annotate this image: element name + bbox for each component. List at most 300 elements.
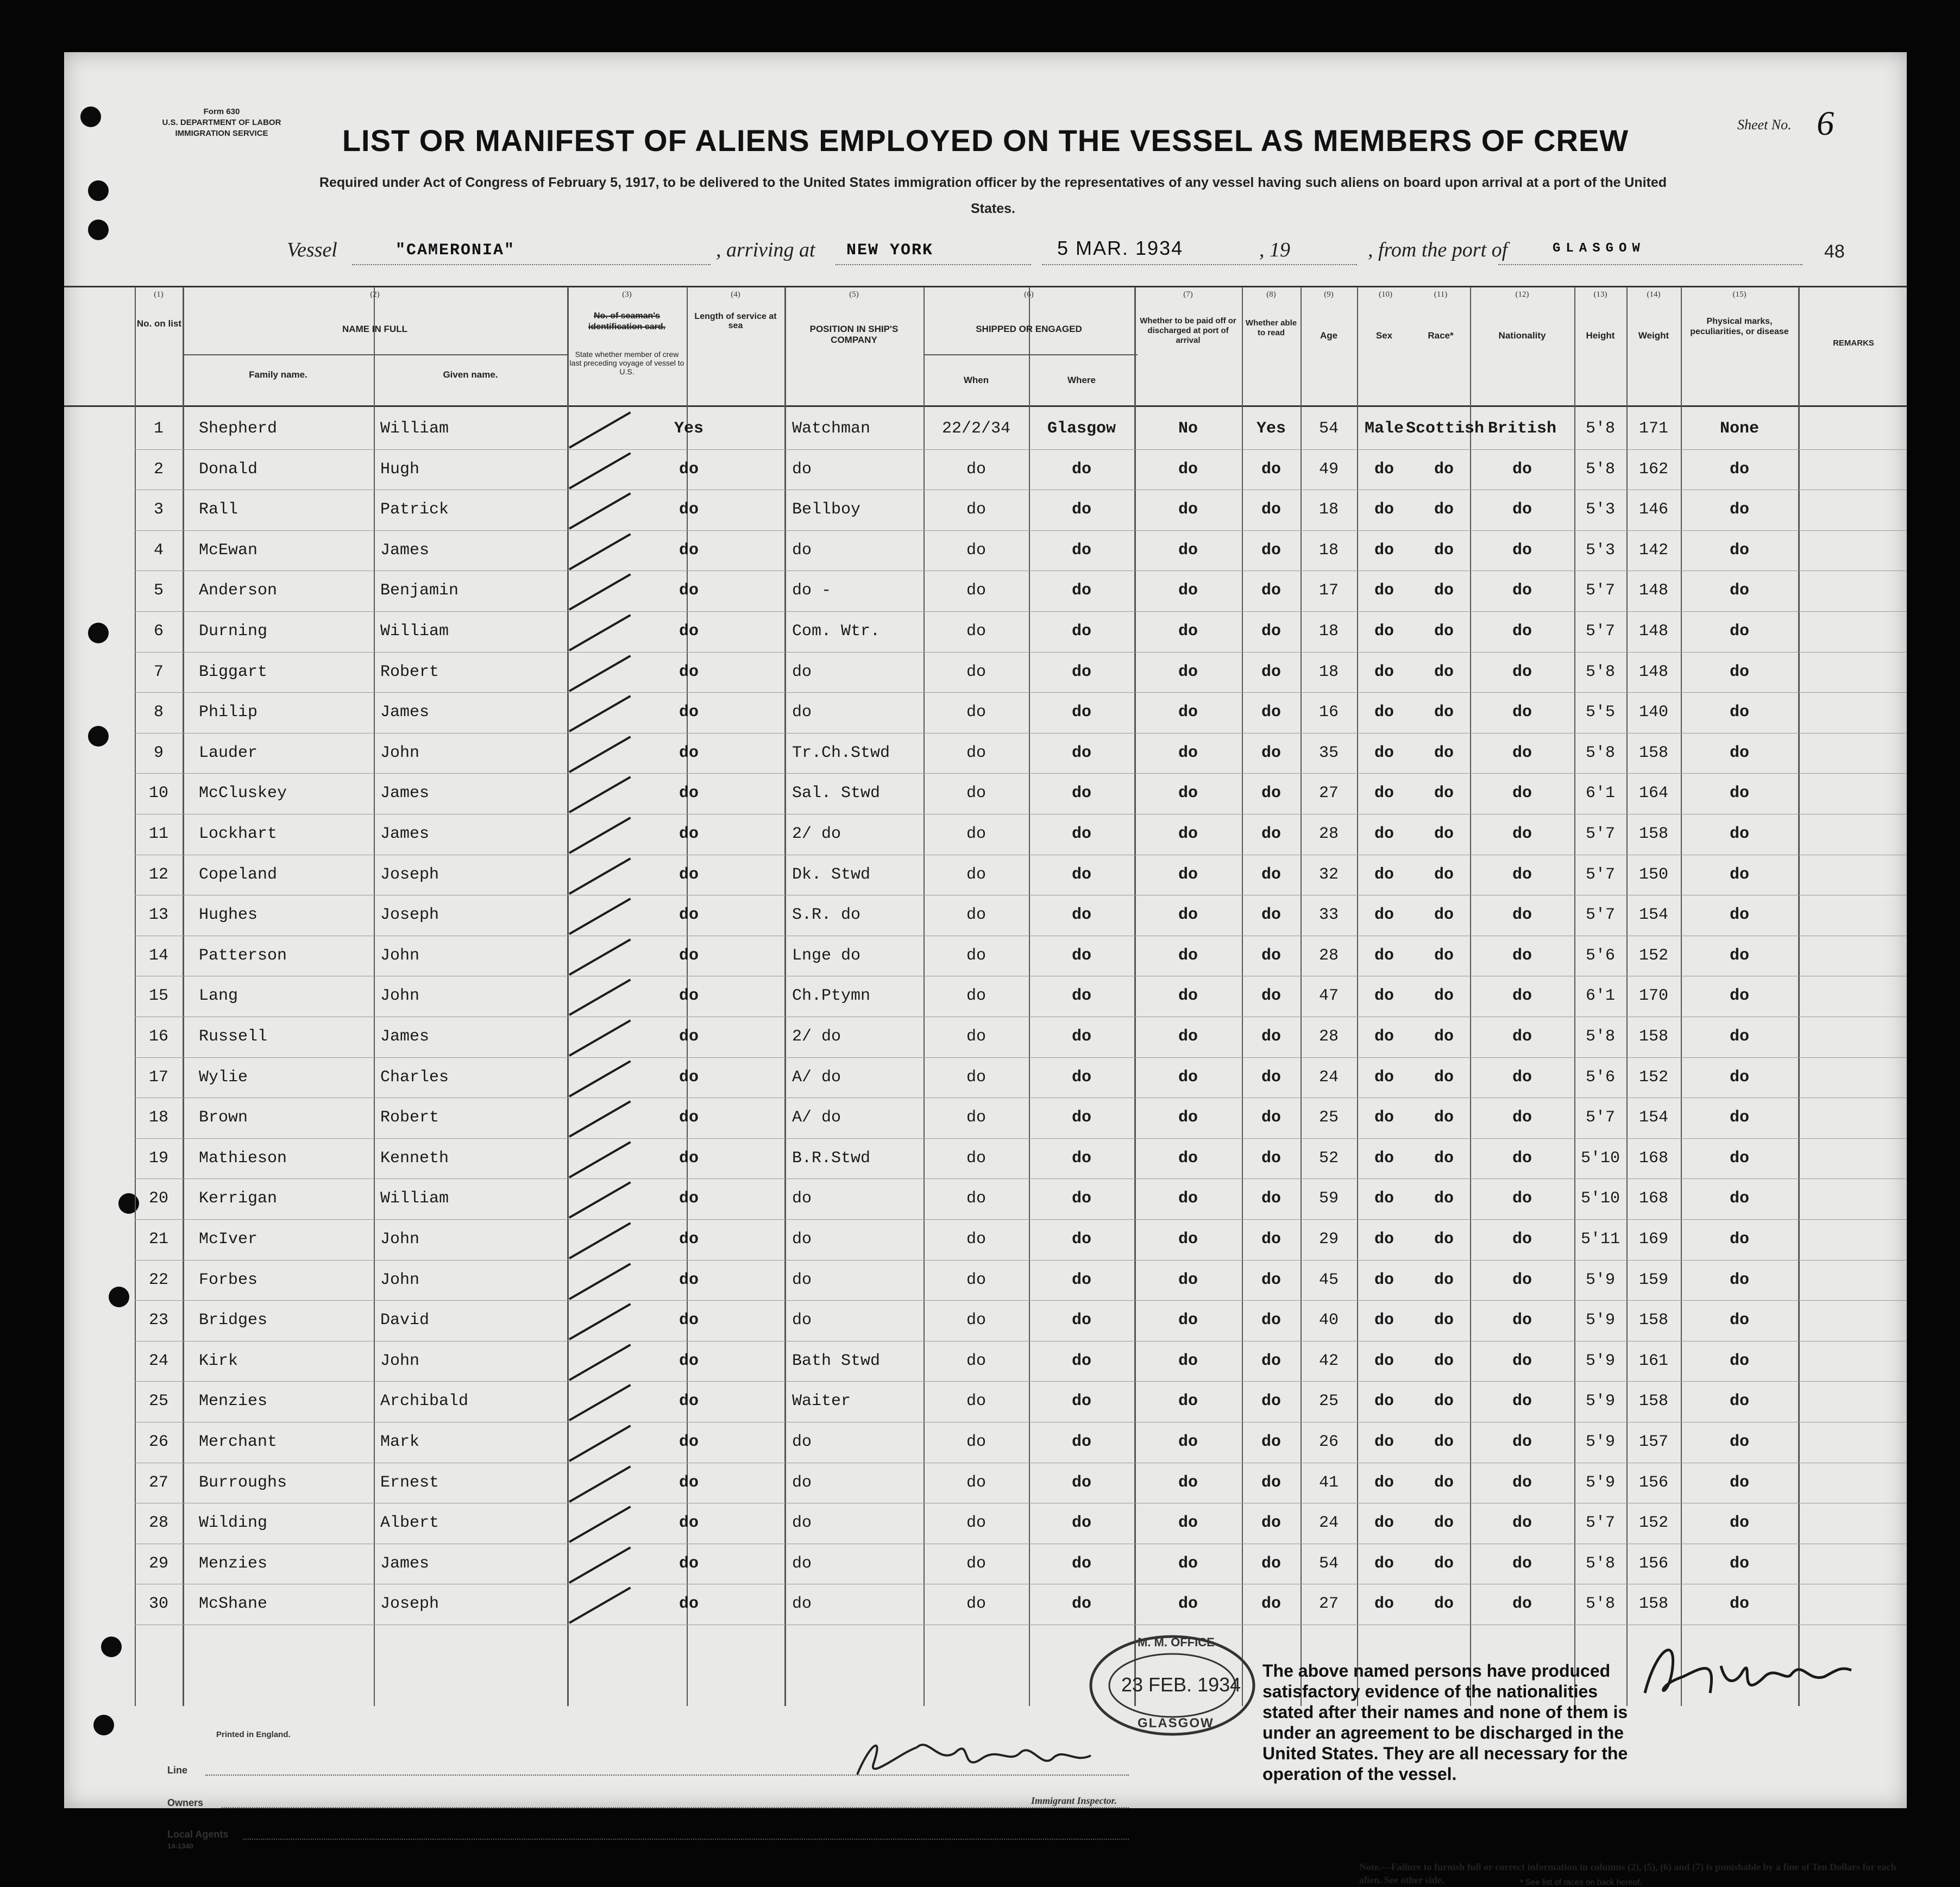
- cell-position: Waiter: [792, 1392, 851, 1411]
- cell-nationality: do: [1512, 1514, 1532, 1533]
- cell-given-name: Ernest: [380, 1473, 439, 1492]
- col-number-3: (3): [622, 290, 632, 299]
- cell-height: 6'1: [1585, 987, 1615, 1006]
- cell-position: Bellboy: [792, 500, 861, 519]
- cell-row-number: 1: [153, 419, 164, 438]
- cell-shipped-when: do: [966, 946, 986, 965]
- cell-family-name: Menzies: [199, 1554, 268, 1573]
- cell-shipped-where: do: [1071, 1595, 1091, 1614]
- col-number-13: (13): [1593, 290, 1607, 299]
- cell-race: do: [1434, 1108, 1454, 1127]
- cell-previous-voyage: do: [679, 500, 699, 519]
- cell-weight: 159: [1638, 1270, 1668, 1289]
- cell-physical-marks: do: [1729, 1554, 1749, 1573]
- cell-previous-voyage: do: [679, 865, 699, 884]
- cell-race: do: [1434, 1068, 1454, 1087]
- cell-race: do: [1434, 703, 1454, 722]
- cell-family-name: Mathieson: [199, 1149, 287, 1168]
- cell-shipped-where: do: [1071, 1433, 1091, 1451]
- cell-shipped-where: do: [1071, 1514, 1091, 1533]
- cell-physical-marks: do: [1729, 825, 1749, 843]
- cell-paid-off: do: [1178, 460, 1198, 479]
- header-when: When: [963, 375, 989, 385]
- cell-position: do: [792, 541, 812, 560]
- col-number-15: (15): [1732, 290, 1747, 299]
- cell-shipped-when: do: [966, 1554, 986, 1573]
- cell-family-name: Durning: [199, 622, 268, 641]
- check-mark: [569, 1263, 631, 1300]
- cell-paid-off: No: [1178, 419, 1198, 438]
- cell-able-to-read: do: [1261, 1230, 1281, 1249]
- cell-able-to-read: do: [1261, 662, 1281, 681]
- cell-height: 5'6: [1585, 1068, 1615, 1087]
- cell-previous-voyage: do: [679, 1270, 699, 1289]
- cell-shipped-when: do: [966, 662, 986, 681]
- cell-shipped-where: do: [1071, 1027, 1091, 1046]
- cell-shipped-where: do: [1071, 662, 1091, 681]
- arrival-port: NEW YORK: [846, 241, 934, 260]
- cell-able-to-read: do: [1261, 581, 1281, 600]
- cell-race: do: [1434, 1392, 1454, 1411]
- cell-paid-off: do: [1178, 662, 1198, 681]
- form-number: Form 630: [203, 107, 240, 116]
- cell-paid-off: do: [1178, 1311, 1198, 1330]
- cell-position: Sal. Stwd: [792, 784, 881, 803]
- cell-position: Ch.Ptymn: [792, 987, 871, 1006]
- cell-age: 27: [1318, 1595, 1339, 1614]
- cell-age: 18: [1318, 541, 1339, 560]
- cell-age: 42: [1318, 1351, 1339, 1370]
- cell-height: 5'8: [1585, 1554, 1615, 1573]
- column-divider: [567, 287, 569, 1706]
- cell-sex: do: [1374, 987, 1394, 1006]
- cell-given-name: Charles: [380, 1068, 449, 1087]
- cell-weight: 162: [1638, 460, 1668, 479]
- cell-row-number: 24: [148, 1351, 168, 1370]
- cell-height: 5'5: [1585, 703, 1615, 722]
- cell-family-name: Merchant: [199, 1433, 278, 1451]
- cell-given-name: Robert: [380, 1108, 439, 1127]
- cell-given-name: Joseph: [380, 906, 439, 925]
- cell-row-number: 3: [153, 500, 164, 519]
- cell-row-number: 26: [148, 1433, 168, 1451]
- cell-paid-off: do: [1178, 1270, 1198, 1289]
- cell-nationality: do: [1512, 703, 1532, 722]
- cell-position: Dk. Stwd: [792, 865, 871, 884]
- cell-previous-voyage: do: [679, 1554, 699, 1573]
- cell-physical-marks: do: [1729, 1230, 1749, 1249]
- cell-sex: do: [1374, 1189, 1394, 1208]
- cell-age: 25: [1318, 1392, 1339, 1411]
- cell-nationality: do: [1512, 1108, 1532, 1127]
- cell-shipped-where: do: [1071, 1351, 1091, 1370]
- cell-given-name: Robert: [380, 662, 439, 681]
- cell-age: 35: [1318, 743, 1339, 762]
- header-no-on-list: No. on list: [136, 318, 182, 329]
- cell-paid-off: do: [1178, 1595, 1198, 1614]
- cell-row-number: 4: [153, 541, 164, 560]
- punch-hole: [88, 180, 109, 201]
- cell-race: do: [1434, 1149, 1454, 1168]
- cell-race: do: [1434, 1595, 1454, 1614]
- cell-family-name: McEwan: [199, 541, 258, 560]
- cell-age: 49: [1318, 460, 1339, 479]
- master-signature: [1629, 1628, 1857, 1726]
- cell-able-to-read: do: [1261, 825, 1281, 843]
- sheet-number-label: Sheet No.: [1737, 117, 1792, 133]
- cell-shipped-where: do: [1071, 906, 1091, 925]
- cell-family-name: Hughes: [199, 906, 258, 925]
- cell-shipped-where: do: [1071, 1230, 1091, 1249]
- punch-hole: [109, 1287, 129, 1307]
- cell-paid-off: do: [1178, 1514, 1198, 1533]
- service-name: IMMIGRATION SERVICE: [175, 129, 268, 138]
- cell-age: 52: [1318, 1149, 1339, 1168]
- cell-shipped-where: do: [1071, 1108, 1091, 1127]
- cell-able-to-read: do: [1261, 906, 1281, 925]
- cell-family-name: Philip: [199, 703, 258, 722]
- cell-position: B.R.Stwd: [792, 1149, 871, 1168]
- column-divider: [374, 287, 375, 1706]
- cell-height: 5'8: [1585, 460, 1615, 479]
- cell-given-name: William: [380, 419, 449, 438]
- cell-height: 5'7: [1585, 1108, 1615, 1127]
- fine-note-label: Note.: [1359, 1861, 1381, 1872]
- cell-shipped-when: do: [966, 581, 986, 600]
- cell-nationality: do: [1512, 784, 1532, 803]
- cell-previous-voyage: do: [679, 743, 699, 762]
- header-paid-off: Whether to be paid off or discharged at port of arrival: [1140, 316, 1236, 345]
- cell-previous-voyage: do: [679, 1595, 699, 1614]
- cell-able-to-read: do: [1261, 500, 1281, 519]
- header-name-in-full: NAME IN FULL: [342, 324, 407, 334]
- cell-age: 18: [1318, 662, 1339, 681]
- cell-age: 32: [1318, 865, 1339, 884]
- cell-able-to-read: do: [1261, 1149, 1281, 1168]
- cell-family-name: Menzies: [199, 1392, 268, 1411]
- cell-position: do: [792, 1433, 812, 1451]
- cell-height: 5'9: [1585, 1351, 1615, 1370]
- cell-paid-off: do: [1178, 1433, 1198, 1451]
- cell-paid-off: do: [1178, 743, 1198, 762]
- cell-row-number: 7: [153, 662, 164, 681]
- check-mark: [569, 533, 631, 570]
- cell-physical-marks: do: [1729, 1189, 1749, 1208]
- cell-nationality: do: [1512, 1270, 1532, 1289]
- cell-height: 5'7: [1585, 622, 1615, 641]
- check-mark: [569, 1506, 631, 1543]
- cell-height: 5'3: [1585, 500, 1615, 519]
- cell-physical-marks: do: [1729, 1027, 1749, 1046]
- departure-port: GLASGOW: [1553, 241, 1645, 256]
- cell-physical-marks: do: [1729, 865, 1749, 884]
- cell-race: do: [1434, 1433, 1454, 1451]
- cell-family-name: Rall: [199, 500, 238, 519]
- cell-nationality: do: [1512, 581, 1532, 600]
- cell-able-to-read: do: [1261, 460, 1281, 479]
- cell-physical-marks: do: [1729, 622, 1749, 641]
- cell-nationality: do: [1512, 1027, 1532, 1046]
- cell-weight: 158: [1638, 743, 1668, 762]
- cell-position: do: [792, 1189, 812, 1208]
- cell-physical-marks: do: [1729, 1108, 1749, 1127]
- cell-given-name: William: [380, 622, 449, 641]
- cell-shipped-when: do: [966, 987, 986, 1006]
- cell-given-name: James: [380, 825, 430, 843]
- cell-age: 47: [1318, 987, 1339, 1006]
- col-number-8: (8): [1266, 290, 1276, 299]
- cell-family-name: Patterson: [199, 946, 287, 965]
- cell-weight: 154: [1638, 906, 1668, 925]
- cell-physical-marks: do: [1729, 1270, 1749, 1289]
- cell-paid-off: do: [1178, 1108, 1198, 1127]
- cell-row-number: 2: [153, 460, 164, 479]
- cell-sex: do: [1374, 1473, 1394, 1492]
- cell-position: Tr.Ch.Stwd: [792, 743, 890, 762]
- cell-paid-off: do: [1178, 906, 1198, 925]
- cell-paid-off: do: [1178, 946, 1198, 965]
- cell-given-name: John: [380, 987, 420, 1006]
- cell-row-number: 17: [148, 1068, 168, 1087]
- cell-nationality: do: [1512, 743, 1532, 762]
- cell-paid-off: do: [1178, 581, 1198, 600]
- cell-position: do -: [792, 581, 832, 600]
- cell-height: 5'9: [1585, 1433, 1615, 1451]
- header-physical-marks: Physical marks, peculiarities, or disease: [1690, 317, 1789, 336]
- cell-able-to-read: do: [1261, 1189, 1281, 1208]
- cell-nationality: do: [1512, 825, 1532, 843]
- cell-given-name: John: [380, 1230, 420, 1249]
- cell-previous-voyage: do: [679, 541, 699, 560]
- cell-weight: 150: [1638, 865, 1668, 884]
- check-mark: [569, 736, 631, 773]
- cell-shipped-when: do: [966, 825, 986, 843]
- stamp-bottom-text: GLASGOW: [1138, 1716, 1214, 1731]
- sheet-number-value: 6: [1817, 104, 1835, 142]
- cell-height: 5'3: [1585, 541, 1615, 560]
- arrival-date: 5 MAR. 1934: [1057, 237, 1184, 259]
- check-mark: [569, 776, 631, 813]
- cell-nationality: do: [1512, 1595, 1532, 1614]
- department-name: U.S. DEPARTMENT OF LABOR: [162, 118, 281, 127]
- cell-previous-voyage: do: [679, 784, 699, 803]
- cell-able-to-read: do: [1261, 1392, 1281, 1411]
- cell-row-number: 23: [148, 1311, 168, 1330]
- cell-race: do: [1434, 906, 1454, 925]
- cell-position: do: [792, 703, 812, 722]
- cell-sex: do: [1374, 1108, 1394, 1127]
- cell-shipped-when: do: [966, 1433, 986, 1451]
- cell-previous-voyage: do: [679, 1473, 699, 1492]
- cell-family-name: Brown: [199, 1108, 248, 1127]
- vessel-rule: [352, 264, 711, 265]
- cell-physical-marks: do: [1729, 500, 1749, 519]
- cell-race: do: [1434, 500, 1454, 519]
- cell-age: 33: [1318, 906, 1339, 925]
- stamp-date: 23 FEB. 1934: [1121, 1673, 1241, 1696]
- cell-previous-voyage: do: [679, 622, 699, 641]
- cell-able-to-read: do: [1261, 1270, 1281, 1289]
- check-mark: [569, 1141, 631, 1178]
- cell-shipped-when: do: [966, 500, 986, 519]
- cell-physical-marks: do: [1729, 906, 1749, 925]
- cell-weight: 158: [1638, 1027, 1668, 1046]
- cell-able-to-read: do: [1261, 1311, 1281, 1330]
- cell-row-number: 28: [148, 1514, 168, 1533]
- cell-shipped-where: do: [1071, 1189, 1091, 1208]
- check-mark: [569, 695, 631, 732]
- column-divider: [1798, 287, 1800, 1706]
- cell-physical-marks: do: [1729, 1068, 1749, 1087]
- cell-given-name: James: [380, 1554, 430, 1573]
- cell-shipped-when: do: [966, 906, 986, 925]
- port-rule: [1498, 264, 1802, 265]
- cell-given-name: Mark: [380, 1433, 420, 1451]
- cell-age: 41: [1318, 1473, 1339, 1492]
- cell-position: do: [792, 1230, 812, 1249]
- header-age: Age: [1320, 330, 1338, 341]
- cell-shipped-where: Glasgow: [1047, 419, 1116, 438]
- cell-shipped-when: do: [966, 541, 986, 560]
- cell-able-to-read: do: [1261, 622, 1281, 641]
- cell-sex: do: [1374, 622, 1394, 641]
- cell-row-number: 10: [148, 784, 168, 803]
- cell-weight: 152: [1638, 1514, 1668, 1533]
- cell-physical-marks: do: [1729, 1595, 1749, 1614]
- check-mark: [569, 817, 631, 854]
- cell-weight: 164: [1638, 784, 1668, 803]
- cell-shipped-where: do: [1071, 825, 1091, 843]
- cell-sex: do: [1374, 784, 1394, 803]
- cell-family-name: Burroughs: [199, 1473, 287, 1492]
- col-number-11: (11): [1434, 290, 1448, 299]
- cell-height: 5'9: [1585, 1311, 1615, 1330]
- header-remarks: REMARKS: [1833, 338, 1874, 348]
- cell-race: do: [1434, 743, 1454, 762]
- cell-family-name: Forbes: [199, 1270, 258, 1289]
- cell-age: 17: [1318, 581, 1339, 600]
- header-where: Where: [1067, 375, 1096, 385]
- cell-shipped-when: do: [966, 622, 986, 641]
- cell-previous-voyage: do: [679, 1149, 699, 1168]
- cell-weight: 158: [1638, 825, 1668, 843]
- cell-shipped-when: do: [966, 1149, 986, 1168]
- cell-shipped-where: do: [1071, 703, 1091, 722]
- cell-row-number: 30: [148, 1595, 168, 1614]
- cell-sex: do: [1374, 825, 1394, 843]
- header-previous-voyage: State whether member of crew last preceding voyage of vessel to U.S.: [569, 350, 684, 376]
- cell-shipped-when: do: [966, 703, 986, 722]
- check-mark: [569, 1019, 631, 1056]
- cell-physical-marks: do: [1729, 784, 1749, 803]
- cell-race: do: [1434, 541, 1454, 560]
- cell-weight: 140: [1638, 703, 1668, 722]
- cell-nationality: do: [1512, 1554, 1532, 1573]
- cell-family-name: Biggart: [199, 662, 268, 681]
- cell-sex: do: [1374, 460, 1394, 479]
- col-number-7: (7): [1183, 290, 1193, 299]
- check-mark: [569, 1587, 631, 1624]
- cell-given-name: Joseph: [380, 1595, 439, 1614]
- check-mark: [569, 1546, 631, 1583]
- cell-able-to-read: do: [1261, 1351, 1281, 1370]
- cell-sex: do: [1374, 1554, 1394, 1573]
- cell-position: Lnge do: [792, 946, 861, 965]
- cell-shipped-where: do: [1071, 743, 1091, 762]
- cell-able-to-read: do: [1261, 865, 1281, 884]
- cell-shipped-when: do: [966, 1351, 986, 1370]
- col-number-9: (9): [1324, 290, 1334, 299]
- cell-given-name: Benjamin: [380, 581, 459, 600]
- cell-physical-marks: do: [1729, 1473, 1749, 1492]
- cell-physical-marks: None: [1719, 419, 1759, 438]
- cell-family-name: Copeland: [199, 865, 278, 884]
- cell-weight: 161: [1638, 1351, 1668, 1370]
- cell-sex: do: [1374, 743, 1394, 762]
- cell-shipped-where: do: [1071, 987, 1091, 1006]
- vessel-line: [64, 234, 1907, 283]
- cell-height: 5'10: [1580, 1149, 1620, 1168]
- cell-previous-voyage: do: [679, 581, 699, 600]
- cell-shipped-when: do: [966, 1473, 986, 1492]
- cell-shipped-where: do: [1071, 1392, 1091, 1411]
- cell-age: 26: [1318, 1433, 1339, 1451]
- cell-age: 27: [1318, 784, 1339, 803]
- cell-given-name: John: [380, 743, 420, 762]
- cell-physical-marks: do: [1729, 581, 1749, 600]
- cell-shipped-when: do: [966, 1189, 986, 1208]
- column-divider: [784, 287, 786, 1706]
- cell-sex: do: [1374, 1230, 1394, 1249]
- from-label: , from the port of: [1368, 239, 1508, 261]
- cell-race: do: [1434, 1514, 1454, 1533]
- cell-given-name: John: [380, 1351, 420, 1370]
- cell-nationality: do: [1512, 1433, 1532, 1451]
- cell-position: 2/ do: [792, 1027, 841, 1046]
- check-mark: [569, 1182, 631, 1219]
- cell-family-name: McShane: [199, 1595, 268, 1614]
- punch-hole: [101, 1637, 122, 1657]
- cell-position: do: [792, 1595, 812, 1614]
- cell-given-name: James: [380, 784, 430, 803]
- cell-height: 5'7: [1585, 581, 1615, 600]
- cell-paid-off: do: [1178, 1473, 1198, 1492]
- cell-race: do: [1434, 1189, 1454, 1208]
- cell-position: Watchman: [792, 419, 871, 438]
- cell-sex: do: [1374, 1514, 1394, 1533]
- cell-height: 5'8: [1585, 419, 1615, 438]
- cell-height: 5'11: [1580, 1230, 1620, 1249]
- cell-sex: do: [1374, 865, 1394, 884]
- cell-paid-off: do: [1178, 500, 1198, 519]
- cell-family-name: Shepherd: [199, 419, 278, 438]
- cell-previous-voyage: do: [679, 1311, 699, 1330]
- cell-previous-voyage: do: [679, 460, 699, 479]
- cell-family-name: Anderson: [199, 581, 278, 600]
- cell-position: do: [792, 460, 812, 479]
- check-mark: [569, 1384, 631, 1421]
- punch-hole: [93, 1715, 114, 1735]
- cell-able-to-read: do: [1261, 743, 1281, 762]
- cell-age: 28: [1318, 946, 1339, 965]
- cell-row-number: 14: [148, 946, 168, 965]
- cell-able-to-read: do: [1261, 946, 1281, 965]
- shipped-subrule: [924, 354, 1138, 355]
- cell-shipped-where: do: [1071, 1473, 1091, 1492]
- cell-shipped-when: do: [966, 1514, 986, 1533]
- cell-age: 28: [1318, 825, 1339, 843]
- cell-given-name: Joseph: [380, 865, 439, 884]
